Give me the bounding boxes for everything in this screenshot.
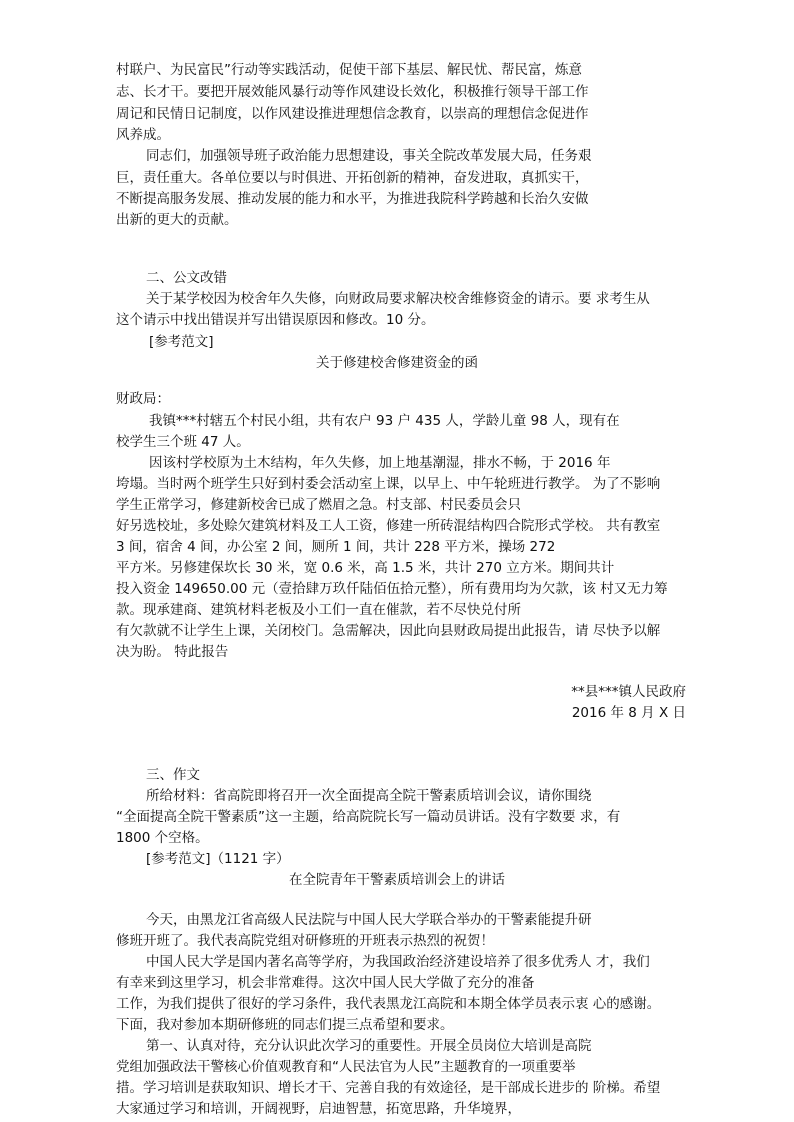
paragraph-line: 所给材料：省高院即将召开一次全面提高全院干警素质培训会议，请你围绕 <box>146 788 592 804</box>
paragraph-line: 款。现承建商、建筑材料老板及小工们一直在催款，若不尽快兑付所 <box>116 602 521 618</box>
paragraph-line: 大家通过学习和培训，开阔视野，启迪智慧，拓宽思路，升华境界， <box>116 1101 521 1117</box>
speech-title: 在全院青年干警素质培训会上的讲话 <box>289 872 505 888</box>
paragraph-line: 学生正常学习，修建新校舍已成了燃眉之急。村支部、村民委员会只 <box>116 497 521 513</box>
paragraph-line: 工作，为我们提供了很好的学习条件，我代表黑龙江高院和本期全体学员表示衷 心的感谢。 <box>116 996 661 1012</box>
sample-label: [参考范文]（1121 字） <box>146 851 290 867</box>
signature-org: **县***镇人民政府 <box>571 684 686 700</box>
sample-label: [参考范文] <box>149 334 214 350</box>
paragraph-line: 出新的更大的贡献。 <box>116 212 238 228</box>
paragraph-line: 投入资金 149650.00 元（壹拾肆万玖仟陆佰伍拾元整），所有费用均为欠款，该 村又无力筹 <box>116 581 668 597</box>
paragraph-line: 中国人民大学是国内著名高等学府，为我国政治经济建设培养了很多优秀人 才，我们 <box>146 954 650 970</box>
paragraph-line: 同志们，加强领导班子政治能力思想建设，事关全院改革发展大局，任务艰 <box>146 148 592 164</box>
section-heading: 二、公文改错 <box>146 270 227 286</box>
paragraph-line: 风养成。 <box>116 127 170 143</box>
paragraph-line: 周记和民情日记制度，以作风建设推进理想信念教育，以崇高的理想信念促进作 <box>116 106 589 122</box>
paragraph-line: 决为盼。 特此报告 <box>116 644 229 660</box>
paragraph-line: 我镇***村辖五个村民小组，共有农户 93 户 435 人，学龄儿童 98 人，现有在 <box>149 413 620 429</box>
paragraph-line: 3 间，宿舍 4 间，办公室 2 间，厕所 1 间，共计 228 平方米，操场 272 <box>116 539 556 555</box>
document-title: 关于修建校舍修建资金的函 <box>316 355 478 371</box>
section-heading: 三、作文 <box>146 767 200 783</box>
paragraph-line: 校学生三个班 47 人。 <box>116 434 250 450</box>
signature-date: 2016 年 8 月 X 日 <box>571 705 686 721</box>
paragraph-line: 有幸来到这里学习，机会非常难得。这次中国人民大学做了充分的准备 <box>116 975 535 991</box>
salutation: 财政局： <box>116 391 170 407</box>
paragraph-line: “全面提高全院干警素质”这一主题，给高院院长写一篇动员讲话。没有字数要 求，有 <box>116 809 621 825</box>
paragraph-line: 下面，我对参加本期研修班的同志们提三点希望和要求。 <box>116 1017 454 1033</box>
paragraph-line: 村联户、为民富民”行动等实践活动，促使干部下基层、解民忧、帮民富，炼意 <box>116 62 582 78</box>
paragraph-line: 巨，责任重大。各单位要以与时俱进、开拓创新的精神，奋发进取，真抓实干， <box>116 170 589 186</box>
paragraph-line: 第一、认真对待，充分认识此次学习的重要性。开展全员岗位大培训是高院 <box>146 1038 592 1054</box>
paragraph-line: 党组加强政法干警核心价值观教育和“人民法官为人民”主题教育的一项重要举 <box>116 1059 576 1075</box>
paragraph-line: 修班开班了。我代表高院党组对研修班的开班表示热烈的祝贺！ <box>116 933 494 949</box>
paragraph-line: 今天，由黑龙江省高级人民法院与中国人民大学联合举办的干警素能提升研 <box>146 912 592 928</box>
paragraph-line: 1800 个空格。 <box>116 830 209 846</box>
paragraph-line: 垮塌。当时两个班学生只好到村委会活动室上课，以早上、中午轮班进行教学。 为了不影响 <box>116 476 661 492</box>
paragraph-line: 平方米。另修建保坎长 30 米，宽 0.6 米，高 1.5 米，共计 270 立方米。期间共计 <box>116 560 615 576</box>
paragraph-line: 措。学习培训是获取知识、增长才干、完善自我的有效途径，是干部成长进步的 阶梯。希望 <box>116 1080 661 1096</box>
paragraph-line: 志、长才干。要把开展效能风暴行动等作风建设长效化，积极推行领导干部工作 <box>116 84 589 100</box>
paragraph-line: 有欠款就不让学生上课，关闭校门。急需解决，因此向县财政局提出此报告，请 尽快予以解 <box>116 623 661 639</box>
paragraph-line: 关于某学校因为校舍年久失修，向财政局要求解决校舍维修资金的请示。要 求考生从 <box>146 291 650 307</box>
paragraph-line: 这个请示中找出错误并写出错误原因和修改。10 分。 <box>116 312 435 328</box>
paragraph-line: 好另选校址，多处赊欠建筑材料及工人工资，修建一所砖混结构四合院形式学校。 共有教室 <box>116 518 661 534</box>
paragraph-line: 因该村学校原为土木结构，年久失修，加上地基潮湿，排水不畅，于 2016 年 <box>149 455 611 471</box>
paragraph-line: 不断提高服务发展、推动发展的能力和水平，为推进我院科学跨越和长治久安做 <box>116 191 589 207</box>
